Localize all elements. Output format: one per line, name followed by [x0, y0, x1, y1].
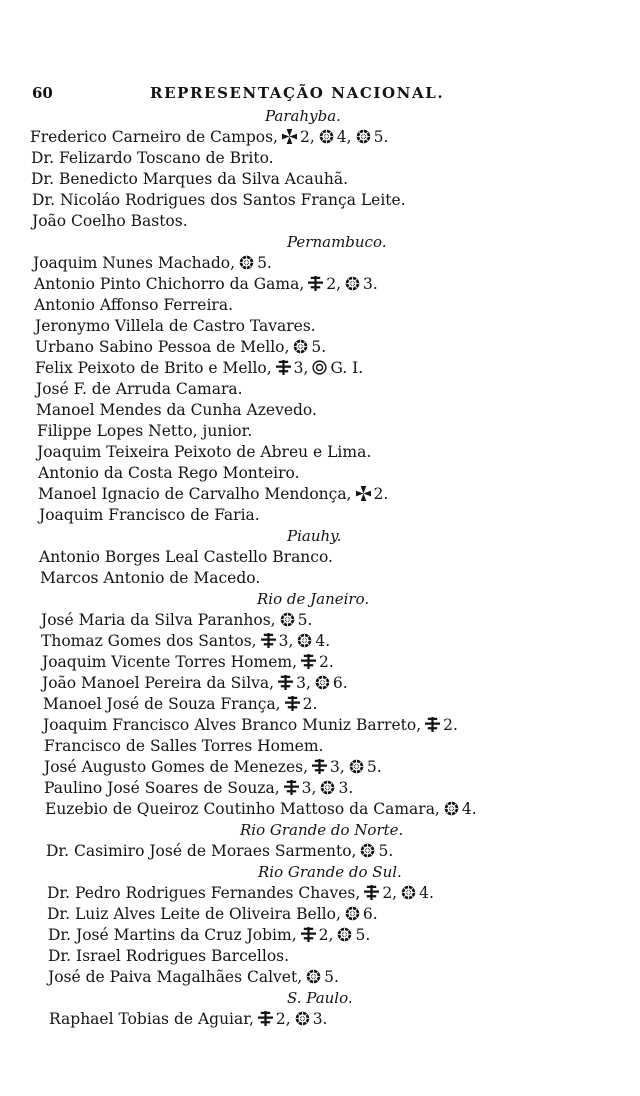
member-list [0, 106, 640, 1030]
member-name: Francisco de Salles Torres Homem. [44, 737, 324, 755]
province-heading: Rio de Janeiro. [257, 590, 370, 608]
cross-icon [312, 759, 327, 774]
decoration-grade: 5. [324, 968, 339, 986]
member-name: Manoel José de Souza França, [43, 695, 281, 713]
decoration-grade: G. I. [330, 359, 364, 377]
member-name: Frederico Carneiro de Campos, [30, 128, 278, 146]
member-name: Dr. José Martins da Cruz Jobim, [48, 926, 297, 944]
decoration-grade: 2, [300, 128, 315, 146]
member-entry [0, 400, 640, 421]
member-name: Dr. Benedicto Marques da Silva Acauhã. [31, 170, 349, 188]
member-entry [0, 904, 640, 925]
member-name: José Maria da Silva Paranhos, [41, 611, 276, 629]
decoration-grade: 4. [461, 800, 477, 818]
decoration-grade: 5. [378, 842, 394, 860]
member-entry [0, 190, 640, 211]
member-name: Joaquim Teixeira Peixoto de Abreu e Lima. [37, 443, 372, 461]
member-name: José F. de Arruda Camara. [36, 380, 243, 398]
page-number: 60 [32, 84, 53, 102]
rose-icon [319, 129, 334, 144]
member-name: Dr. Casimiro José de Moraes Sarmento, [46, 842, 357, 860]
cross-icon [258, 1011, 273, 1026]
member-name: Dr. Israel Rodrigues Barcellos. [48, 947, 290, 965]
province-heading: S. Paulo. [287, 989, 353, 1007]
member-entry [0, 631, 640, 652]
member-entry [0, 274, 640, 295]
cross-icon [285, 696, 300, 711]
member-entry [0, 715, 640, 736]
member-name: Joaquim Nunes Machado, [33, 254, 236, 272]
member-entry [0, 652, 640, 673]
member-name: Jeronymo Villela de Castro Tavares. [35, 317, 316, 335]
running-title: REPRESENTAÇÃO NACIONAL. [150, 84, 445, 102]
rose-icon [297, 633, 312, 648]
member-entry [0, 505, 640, 526]
rose-icon [444, 801, 459, 816]
rose-icon [345, 276, 360, 291]
decoration-grade: 2. [319, 653, 334, 671]
member-name: Antonio Affonso Ferreira. [34, 296, 234, 314]
province-heading: Pernambuco. [287, 233, 387, 251]
member-name: Raphael Tobias de Aguiar, [49, 1010, 254, 1028]
decoration-grade: 3, [278, 632, 294, 650]
member-entry [0, 694, 640, 715]
member-name: João Manoel Pereira da Silva, [42, 674, 275, 692]
decoration-grade: 2, [326, 275, 342, 293]
cross-icon [364, 885, 379, 900]
decoration-grade: 4, [336, 128, 352, 146]
member-name: Filippe Lopes Netto, junior. [37, 422, 253, 440]
member-name: Joaquim Vicente Torres Homem, [42, 653, 298, 671]
cross-pattee-icon [356, 486, 371, 501]
province-heading: Rio Grande do Sul. [258, 863, 402, 881]
member-entry [0, 358, 640, 379]
member-entry [0, 799, 640, 820]
member-entry [0, 337, 640, 358]
member-name: José de Paiva Magalhães Calvet, [48, 968, 303, 986]
member-entry [0, 736, 640, 757]
decoration-grade: 2, [318, 926, 334, 944]
member-entry [0, 778, 640, 799]
member-entry [0, 547, 640, 568]
decoration-grade: 3, [330, 758, 345, 776]
member-entry [0, 169, 640, 190]
member-name: Antonio Borges Leal Castello Branco. [39, 548, 333, 566]
cross-icon [425, 717, 440, 732]
member-entry [0, 421, 640, 442]
decoration-grade: 3, [293, 359, 309, 377]
decoration-grade: 3, [301, 779, 317, 797]
decoration-grade: 5. [366, 758, 382, 776]
decoration-grade: 2. [302, 695, 318, 713]
member-name: Antonio Pinto Chichorro da Gama, [34, 275, 305, 293]
member-name: Thomaz Gomes dos Santos, [41, 632, 257, 650]
member-entry [0, 148, 640, 169]
province-heading: Rio Grande do Norte. [240, 821, 404, 839]
rose-icon [360, 843, 375, 858]
rose-icon [356, 129, 371, 144]
member-name: Urbano Sabino Pessoa de Mello, [35, 338, 290, 356]
cross-icon [308, 276, 323, 291]
member-entry [0, 841, 640, 862]
rose-icon [349, 759, 364, 774]
ring-icon [312, 360, 327, 375]
member-name: Joaquim Francisco de Faria. [39, 506, 260, 524]
decoration-grade: 2, [275, 1010, 291, 1028]
member-entry [0, 127, 640, 148]
page-header [0, 84, 640, 108]
member-entry [0, 442, 640, 463]
member-entry [0, 253, 640, 274]
rose-icon [315, 675, 330, 690]
member-entry [0, 946, 640, 967]
member-name: Dr. Felizardo Toscano de Brito. [31, 149, 274, 167]
member-entry [0, 610, 640, 631]
cross-icon [301, 654, 316, 669]
rose-icon [280, 612, 295, 627]
member-name: Dr. Luiz Alves Leite de Oliveira Bello, [47, 905, 341, 923]
member-name: Manoel Mendes da Cunha Azevedo. [36, 401, 317, 419]
cross-icon [284, 780, 299, 795]
member-name: Marcos Antonio de Macedo. [40, 569, 261, 587]
decoration-grade: 4. [419, 884, 434, 902]
decoration-grade: 6. [362, 905, 378, 923]
member-entry [0, 1009, 640, 1030]
member-name: Felix Peixoto de Brito e Mello, [35, 359, 272, 377]
province-heading: Parahyba. [265, 107, 341, 125]
rose-icon [337, 927, 352, 942]
member-entry [0, 967, 640, 988]
cross-icon [301, 927, 316, 942]
member-entry [0, 883, 640, 904]
member-name: João Coelho Bastos. [32, 212, 188, 230]
cross-icon [276, 360, 291, 375]
rose-icon [306, 969, 321, 984]
cross-pattee-icon [282, 129, 297, 144]
member-entry [0, 463, 640, 484]
rose-icon [239, 255, 254, 270]
member-name: Manoel Ignacio de Carvalho Mendonça, [38, 485, 352, 503]
member-name: Paulino José Soares de Souza, [44, 779, 280, 797]
member-name: Dr. Pedro Rodrigues Fernandes Chaves, [47, 884, 361, 902]
member-entry [0, 757, 640, 778]
member-name: Joaquim Francisco Alves Branco Muniz Barreto, [43, 716, 422, 734]
rose-icon [320, 780, 335, 795]
decoration-grade: 2, [382, 884, 398, 902]
cross-icon [278, 675, 293, 690]
member-entry [0, 568, 640, 589]
member-entry [0, 925, 640, 946]
rose-icon [401, 885, 416, 900]
decoration-grade: 5. [373, 128, 389, 146]
decoration-grade: 2. [443, 716, 458, 734]
member-name: Dr. Nicoláo Rodrigues dos Santos França Leite. [32, 191, 406, 209]
decoration-grade: 5. [311, 338, 327, 356]
decoration-grade: 3. [312, 1010, 328, 1028]
cross-icon [261, 633, 276, 648]
member-entry [0, 673, 640, 694]
rose-icon [345, 906, 360, 921]
decoration-grade: 3. [338, 779, 354, 797]
member-name: José Augusto Gomes de Menezes, [44, 758, 309, 776]
member-entry [0, 484, 640, 505]
decoration-grade: 3, [296, 674, 311, 692]
decoration-grade: 2. [373, 485, 389, 503]
decoration-grade: 3. [363, 275, 378, 293]
member-name: Antonio da Costa Rego Monteiro. [38, 464, 300, 482]
decoration-grade: 5. [257, 254, 272, 272]
member-entry [0, 295, 640, 316]
decoration-grade: 4. [315, 632, 331, 650]
rose-icon [293, 339, 308, 354]
member-name: Euzebio de Queiroz Coutinho Mattoso da Camara, [45, 800, 440, 818]
decoration-grade: 5. [297, 611, 313, 629]
province-heading: Piauhy. [287, 527, 342, 545]
member-entry [0, 211, 640, 232]
decoration-grade: 6. [332, 674, 348, 692]
member-entry [0, 379, 640, 400]
member-entry [0, 316, 640, 337]
rose-icon [295, 1011, 310, 1026]
decoration-grade: 5. [355, 926, 371, 944]
